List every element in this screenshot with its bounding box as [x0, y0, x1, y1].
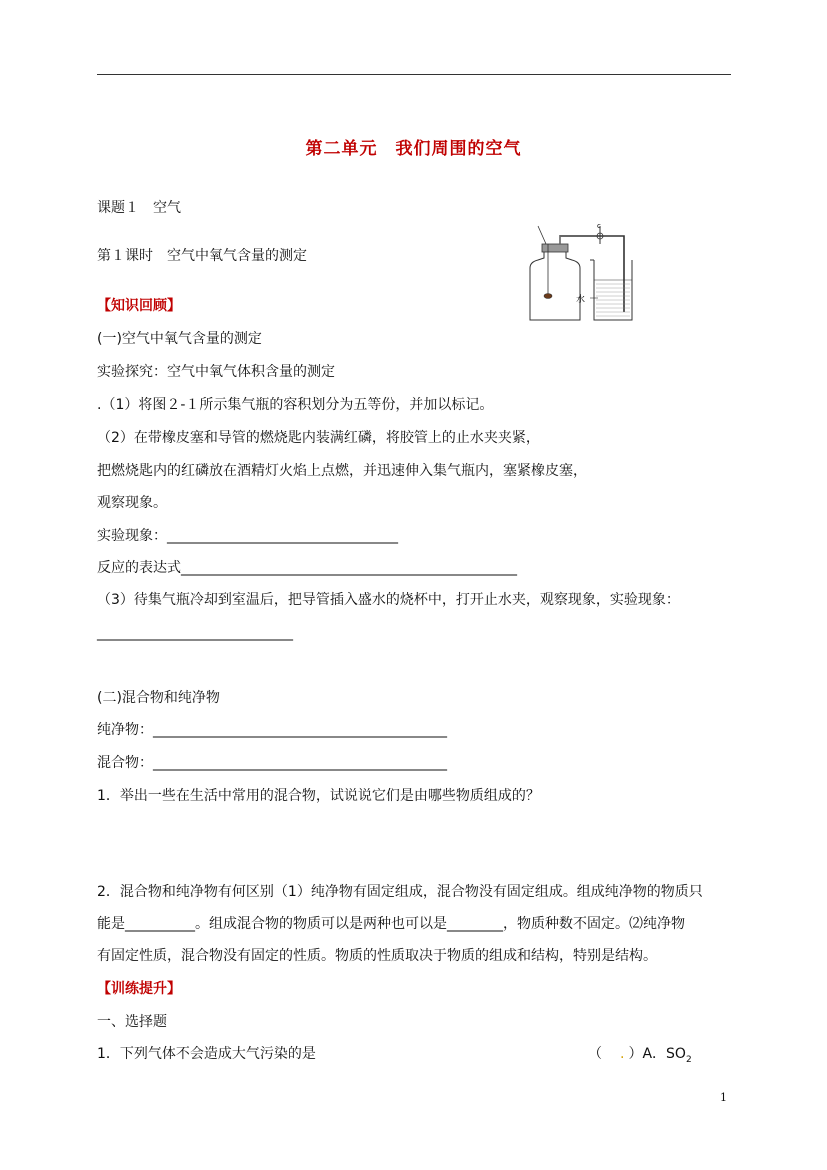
step-3-blank: ____________________________: [97, 625, 293, 641]
section-review: 【知识回顾】: [97, 298, 181, 314]
mc-question-1: 1．下列气体不会造成大气污染的是: [97, 1046, 316, 1062]
step-2-line-b: 把燃烧匙内的红磷放在酒精灯火焰上点燃，并迅速伸入集气瓶内，塞紧橡皮塞，: [97, 463, 587, 479]
answer-paren-open: （: [588, 1046, 602, 1062]
option-a-subscript: 2: [685, 1054, 692, 1065]
header-rule: [97, 74, 731, 75]
step-2-line-c: 观察现象。: [97, 495, 167, 511]
part-choice: 一、选择题: [97, 1014, 167, 1030]
apparatus-figure: [520, 220, 635, 325]
question-2-line-a: 2．混合物和纯净物有何区别（1）纯净物有固定组成，混合物没有固定组成。组成纯净物的物质只: [97, 884, 703, 900]
answer-dot: .: [620, 1046, 625, 1062]
question-2-line-c: 有固定性质，混合物没有固定的性质。物质的性质取决于物质的组成和结构，特别是结构。: [97, 948, 657, 964]
water-label: 水: [576, 295, 586, 305]
lesson-heading: 课题１ 空气: [97, 200, 181, 216]
step-3: （3）待集气瓶冷却到室温后，把导管插入盛水的烧杯中，打开止水夹，观察现象，实验现象：: [97, 592, 680, 608]
experiment-line: 实验探究：空气中氧气体积含量的测定: [97, 364, 335, 380]
step-2-line-a: （2）在带橡皮塞和导管的燃烧匙内装满红磷，将胶管上的止水夹夹紧，: [97, 430, 540, 446]
mixture-blank: 混合物：__________________________________________: [97, 755, 447, 771]
option-a: A．SO: [642, 1046, 686, 1062]
subsection-1: (一)空气中氧气含量的测定: [97, 331, 262, 347]
question-1: 1．举出一些在生活中常用的混合物，试说说它们是由哪些物质组成的？: [97, 788, 540, 804]
pure-substance-blank: 纯净物：__________________________________________: [97, 722, 447, 738]
period-heading: 第１课时 空气中氧气含量的测定: [97, 248, 307, 264]
answer-paren-close: ）: [628, 1046, 643, 1062]
unit-title: 第二单元 我们周围的空气: [305, 139, 522, 159]
mc-question-1-answer: [588, 1045, 692, 1069]
svg-text:c: c: [597, 222, 601, 230]
step-1: .（1）将图２-１所示集气瓶的容积划分为五等份，并加以标记。: [97, 397, 494, 413]
page-number: 1: [720, 1091, 727, 1104]
subsection-2: (二)混合物和纯净物: [97, 690, 220, 706]
phenomenon-blank: 实验现象：_________________________________: [97, 528, 398, 544]
section-training: 【训练提升】: [97, 981, 181, 997]
question-2-line-b: 能是__________。组成混合物的物质可以是两种也可以是________，物质种数不固定。⑵纯净物: [97, 916, 685, 932]
reaction-blank: 反应的表达式________________________________________________: [97, 560, 517, 576]
